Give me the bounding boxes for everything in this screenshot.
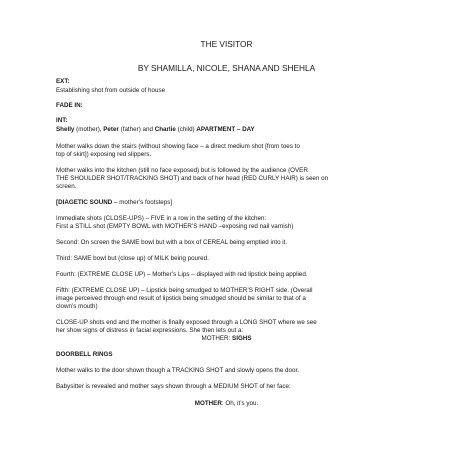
paragraph-line: her show signs of distress in facial expressions. She then lets out a:	[56, 327, 244, 334]
int-cast-line: Shelly (mother), Peter (father) and Charlie (child) APARTMENT – DAY	[56, 126, 255, 133]
paragraph-line: Mother walks into the kitchen (still no face exposed) but is followed by the audience (OVER	[56, 167, 308, 174]
paragraph-line: Third: SAME bowl but (close up) of MILK being poured.	[56, 255, 209, 262]
ext-text: Establishing shot from outside of house	[56, 87, 166, 94]
paragraph-line: First a STILL shot (EMPTY BOWL with MOTHER’S HAND –exposing red nail varnish)	[56, 223, 294, 230]
paragraph-line: clown’s mouth)	[56, 303, 98, 310]
paragraph-line: screen.	[56, 183, 77, 190]
paragraph-line: Mother walks down the stairs (without showing face – a direct medium shot [from toes to	[56, 143, 300, 150]
paragraph-line: Babysitter is revealed and mother says shown through a MEDIUM SHOT of her face:	[56, 383, 291, 390]
paragraph-line: Fourth: (EXTREME CLOSE UP) – Mother’s Lips – displayed with red lipstick being applied.	[56, 271, 308, 278]
script-authors: BY SHAMILLA, NICOLE, SHANA AND SHEHLA	[137, 63, 316, 73]
doorbell-heading: DOORBELL RINGS	[56, 351, 113, 358]
ext-heading: EXT:	[56, 78, 70, 85]
fade-in-heading: FADE IN:	[56, 102, 83, 109]
paragraph-line: Second: On screen the SAME bowl but with a box of CEREAL being emptied into it.	[56, 239, 288, 246]
script-title: THE VISITOR	[200, 39, 253, 49]
dialogue-line: MOTHER: Oh, it’s you.	[194, 400, 259, 407]
paragraph-line: top of skirt]) exposing red slippers.	[56, 151, 152, 158]
paragraph-line: Mother walks to the door shown though a TRACKING SHOT and slowly opens the door.	[56, 367, 299, 374]
paragraph-line: Fifth: (EXTREME CLOSE UP) – Lipstick being smudged to MOTHER’S RIGHT side. (Overall	[56, 287, 313, 294]
sighs-line: MOTHER: SIGHS	[201, 335, 252, 342]
paragraph-line: CLOSE-UP shots end and the mother is finally exposed through a LONG SHOT where we see	[56, 319, 317, 326]
int-heading: INT:	[56, 117, 68, 124]
paragraph-line: THE SHOULDER SHOT/TRACKING SHOT) and back of her head (RED CURLY HAIR) is seen on	[56, 175, 329, 182]
diagetic-sound-line: [DIAGETIC SOUND – mother’s footsteps]	[56, 199, 173, 206]
paragraph-line: Immediate shots (CLOSE-UPS) – FIVE in a row in the setting of the kitchen:	[56, 215, 267, 222]
paragraph-line: image perceived through end result of lipstick being smudged should be similar to that of a	[56, 295, 306, 302]
